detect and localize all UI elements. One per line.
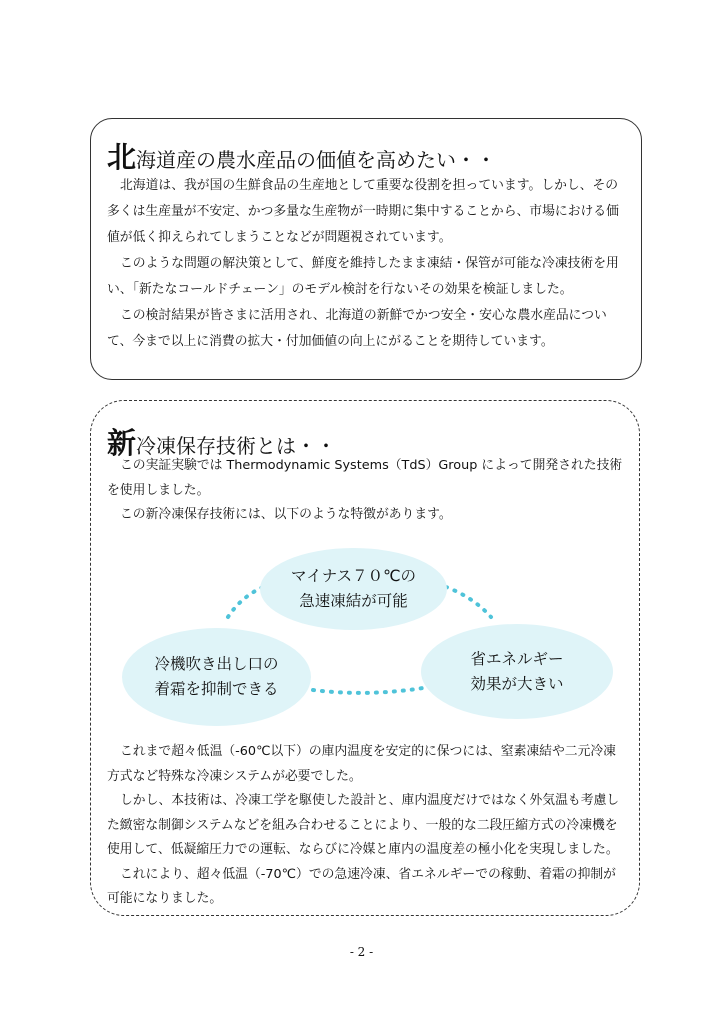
paragraph: このような問題の解決策として、鮮度を維持したまま凍結・保管が可能な冷凍技術を用い、「新たなコールドチェーン」のモデル検討を行ないその効果を検証しました。 <box>107 256 619 297</box>
dotted-connector-top-left <box>228 587 263 617</box>
technology-section-box <box>90 400 640 916</box>
paragraph: これまで超々低温（-60℃以下）の庫内温度を安定的に保つには、窒素凍結や二元冷凍方式など特殊な冷凍システムが必要でした。 <box>107 744 616 784</box>
paragraph: これにより、超々低温（-70℃）での急速冷凍、省エネルギーでの稼動、着霜の抑制が可能になりました。 <box>107 866 616 906</box>
dotted-connector-bottom <box>313 687 429 693</box>
heading-text: 海道産の農水産品の価値を高めたい・・ <box>136 148 497 172</box>
feature-energy-saving <box>421 624 613 719</box>
heading-initial: 新 <box>107 426 137 460</box>
feature-text-line: マイナス７０℃の <box>291 567 416 585</box>
paragraph: この検討結果が皆さまに活用され、北海道の新鮮でかつ安全・安心な農水産品について、今まで以上に消費の拡大・付加価値の向上にがることを期待しています。 <box>107 308 607 349</box>
feature-text-line: 省エネルギー <box>470 649 564 668</box>
feature-rapid-freezing <box>260 548 447 630</box>
paragraph: この実証実験では Thermodynamic Systems（TdS）Group によって開発された技術を使用しました。 <box>107 458 623 498</box>
value-section-box <box>90 118 642 380</box>
technology-body <box>107 740 627 912</box>
dotted-connector-top-right <box>446 587 491 617</box>
feature-frost-suppression <box>122 628 311 726</box>
feature-text-line: 冷機吹き出し口の <box>154 655 279 673</box>
feature-text-line: 着霜を抑制できる <box>154 680 279 698</box>
value-section-body <box>107 173 627 355</box>
page-number: - 2 - <box>349 945 374 959</box>
heading-text: 冷凍保存技術とは・・ <box>136 434 337 458</box>
paragraph: しかし、本技術は、冷凍工学を駆使した設計と、庫内温度だけではなく外気温も考慮した緻密な制御システムなどを組み合わせることにより、一般的な二段圧縮方式の冷凍機を使用して、低凝縮圧力での運転、ならびに冷媒と庫内の温度差の極小化を実現しました。 <box>107 793 620 857</box>
paragraph: この新冷凍保存技術には、以下のような特徴があります。 <box>120 507 452 522</box>
value-section-heading <box>107 135 496 176</box>
paragraph: 北海道は、我が国の生鮮食品の生産地として重要な役割を担っています。しかし、その多くは生産量が不安定、かつ多量な生産物が一時期に集中することから、市場における価値が低く抑えられてしまうことなどが問題視されています。 <box>107 178 619 245</box>
feature-text-line: 急速凍結が可能 <box>299 592 408 610</box>
heading-initial: 北 <box>107 140 137 174</box>
feature-text-line: 効果が大きい <box>470 674 564 693</box>
